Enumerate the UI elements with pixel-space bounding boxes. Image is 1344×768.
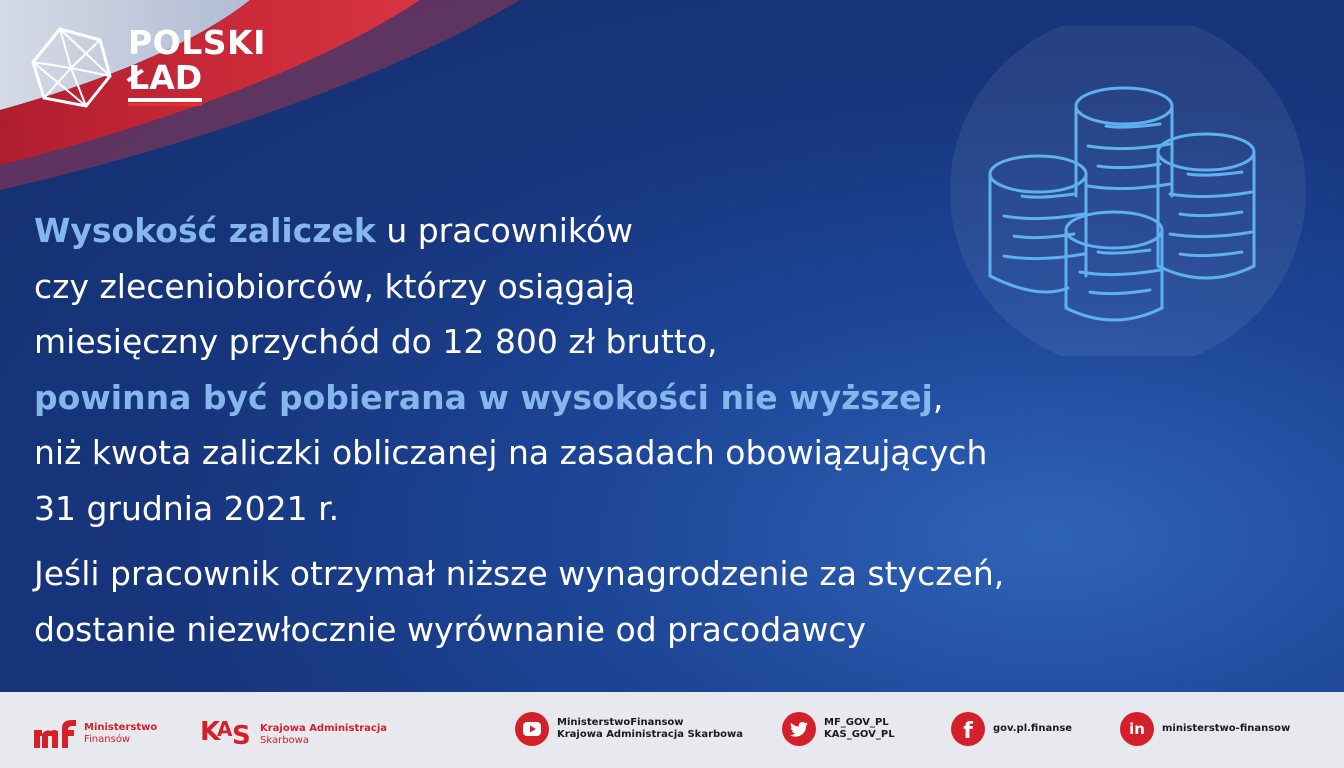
twitter-line-2: KAS_GOV_PL [824, 729, 895, 740]
facebook-icon: f [951, 712, 985, 746]
highlight-text-1: Wysokość zaliczek [34, 211, 376, 250]
footer [0, 692, 1344, 768]
twitter-link[interactable] [782, 712, 895, 746]
linkedin-icon: in [1120, 712, 1154, 746]
mf-logo-icon [32, 718, 78, 750]
mf-line-1: Ministerstwo [84, 722, 158, 733]
text-comma: , [932, 377, 944, 417]
svg-text:A: A [217, 717, 233, 741]
logo-line-2: ŁAD [128, 61, 202, 102]
text-line-2: czy zleceniobiorców, którzy osiągają [34, 266, 635, 306]
main-text [34, 203, 1214, 657]
linkedin-text: ministerstwo-finansow [1162, 723, 1291, 734]
text-line-7: Jeśli pracownik otrzymał niższe wynagrodzenie za styczeń, [34, 554, 1005, 593]
facebook-link[interactable] [951, 712, 1072, 746]
text-line-6: 31 grudnia 2021 r. [34, 488, 340, 528]
kas-brand[interactable] [200, 710, 387, 750]
youtube-line-2: Krajowa Administracja Skarbowa [557, 729, 744, 740]
twitter-icon [782, 712, 816, 746]
svg-text:S: S [232, 721, 251, 750]
kas-line-2: Skarbowa [260, 735, 309, 746]
youtube-icon [515, 712, 549, 746]
svg-text:K: K [200, 717, 221, 747]
text-line-3: miesięczny przychód do 12 800 zł brutto, [34, 322, 718, 361]
text-line-8: dostanie niezwłocznie wyrównanie od pracodawcy [34, 609, 867, 649]
linkedin-link[interactable] [1120, 712, 1290, 746]
paragraph-1 [34, 203, 1214, 536]
mf-brand[interactable] [32, 718, 157, 750]
logo-line-1: POLSKI [128, 23, 266, 62]
youtube-line-1: MinisterstwoFinansow [557, 717, 684, 728]
text-line-1: u pracowników [375, 211, 633, 250]
text-line-5: niż kwota zaliczki obliczanej na zasadach obowiązujących [34, 433, 988, 472]
polski-lad-logo-icon [30, 26, 112, 108]
twitter-line-1: MF_GOV_PL [824, 717, 889, 728]
kas-line-1: Krajowa Administracja [260, 723, 388, 734]
highlight-text-2: powinna być pobierana w wysokości nie wyższej [34, 377, 933, 417]
paragraph-2 [34, 546, 1214, 657]
facebook-text: gov.pl.finanse [993, 723, 1073, 734]
mf-line-2: Finansów [84, 734, 131, 745]
youtube-link[interactable] [515, 712, 743, 746]
kas-logo-icon [200, 710, 256, 750]
polski-lad-logo [30, 23, 266, 108]
